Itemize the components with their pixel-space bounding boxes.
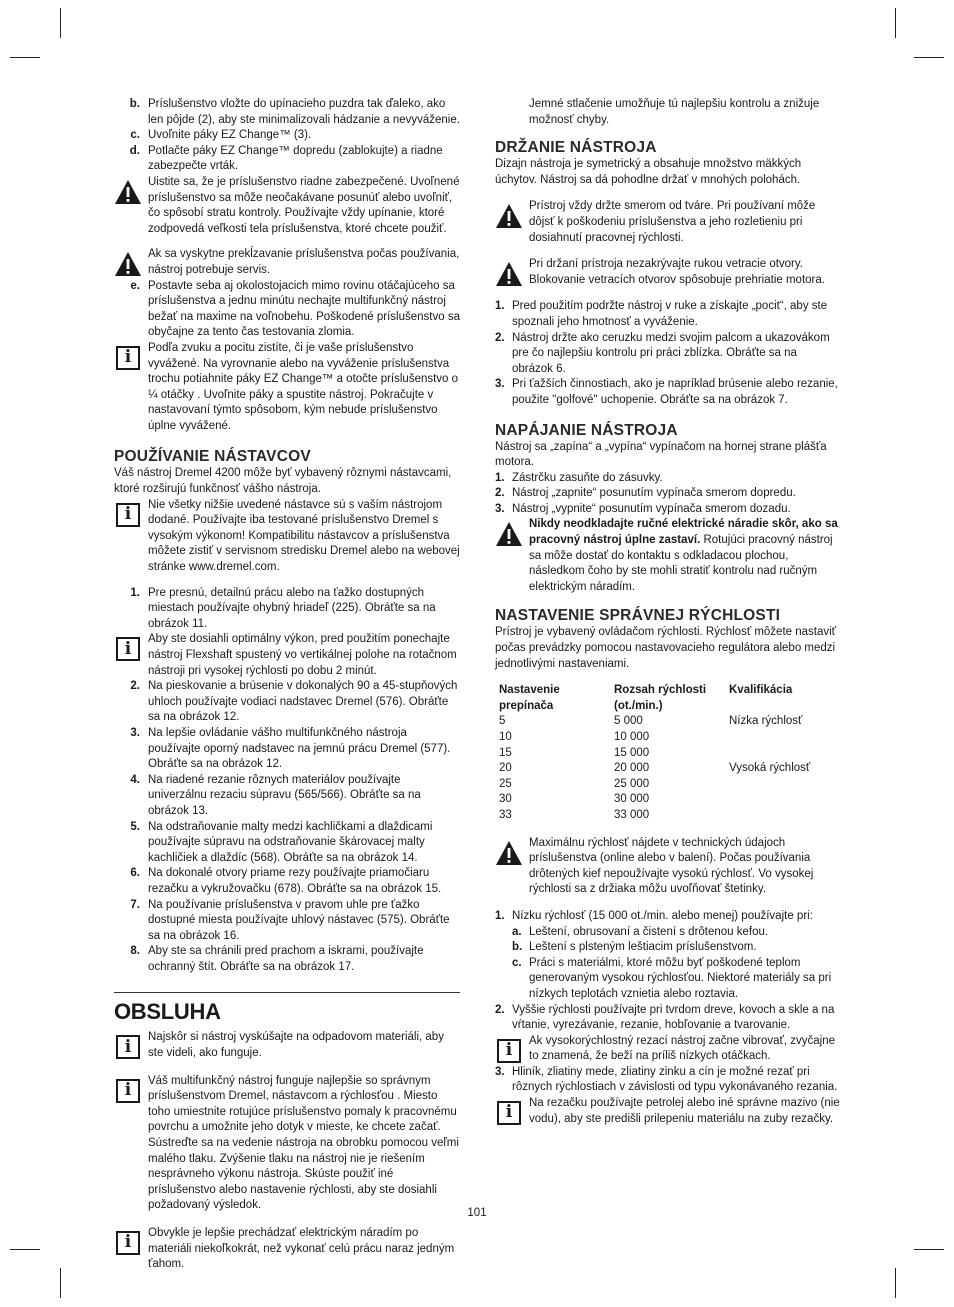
note-text: Maximálnu rýchlosť nájdete v technických údajoch príslušenstva (online alebo v balení). Počas používania drôtených kief nepoužívajte vysokú rýchlosť. Vo vysokej rýchlosti sa z držiaka môžu uvoľňovať štetinky. — [529, 836, 814, 896]
info-note — [495, 1096, 841, 1127]
list-item — [495, 940, 841, 956]
item-label: b. — [512, 941, 523, 954]
section-heading: POUŽÍVANIE NÁSTAVCOV — [114, 448, 311, 466]
item-label: c. — [512, 956, 522, 969]
item-text: Príslušenstvo vložte do upínacieho puzdra tak ďaleko, ako len pôjde (2), aby ste minimalizovali hádzanie a nevyváženie. — [148, 98, 460, 126]
table-cell: 10 — [499, 731, 512, 743]
note-text: Podľa zvuku a pocitu zistíte, či je vaše príslušenstvo vyvážené. Na vyrovnanie alebo na vyváženie príslušenstva trochu potiahnite páky EZ Change™ a otočte príslušenstvo o ¼ otáčky . Uvoľnite páky a spustite nástroj. Pokračujte v nastavovaní týmto spôsobom, kým nebude príslušenstvo úplne vyvážené. — [148, 341, 459, 432]
list-item — [114, 866, 460, 897]
note-text: Aby ste dosiahli optimálny výkon, pred použitím ponechajte nástroj Flexshaft spustený vo vertikálnej polohe na rotačnom nástroji pri vysokej rýchlosti po dobu 2 minút. — [148, 633, 457, 677]
item-text: Pred použitím podržte nástroj v ruke a získajte „pocit“, aby ste spoznali jeho hmotnosť a vyváženie. — [512, 300, 828, 328]
item-text: Aby ste sa chránili pred prachom a iskrami, používajte ochranný štít. Obráťte sa na obrázok 17. — [148, 945, 424, 973]
item-text: Nástroj držte ako ceruzku medzi svojim palcom a ukazovákom pre čo najlepšiu kontrolu pri práci zblízka. Obráťte sa na obrázok 6. — [512, 331, 830, 375]
list-item — [495, 486, 841, 502]
crop-mark — [895, 1268, 896, 1298]
info-icon: i — [114, 635, 142, 663]
item-text: Na pieskovanie a brúsenie v dokonalých 90 a 45-stupňových uhloch používajte vodiaci nadstavec Dremel (576). Obráťte sa na obrázok 12. — [148, 680, 458, 724]
warning-icon — [495, 260, 523, 288]
paragraph: Jemné stlačenie umožňuje tú najlepšiu kontrolu a znižuje možnosť chyby. — [529, 98, 820, 126]
item-label: d. — [129, 144, 140, 157]
note-text: Prístroj vždy držte smerom od tváre. Pri používaní môže dôjsť k poškodeniu príslušenstva a jeho rozletieniu pri dosiahnutí pracovnej rýchlosti. — [529, 200, 816, 244]
info-icon: i — [114, 1077, 142, 1105]
info-note — [114, 498, 460, 576]
table-cell: 5 — [499, 715, 506, 728]
item-label: 4. — [130, 773, 140, 786]
table-cell — [729, 730, 845, 746]
speed-table — [495, 683, 841, 823]
list-item — [114, 144, 460, 175]
warning-note — [114, 175, 460, 237]
paragraph: Nástroj sa „zapína“ a „vypína“ vypínačom na hornej strane plášťa motora. — [495, 440, 827, 469]
item-label: c. — [130, 129, 140, 142]
section-heading: NAPÁJANIE NÁSTROJA — [495, 421, 678, 439]
table-cell: 33 — [499, 808, 512, 821]
note-rest-text: Rotujúci pracovný nástroj sa môže dostať do kontaktu s odkladacou plochou, následkom čoho by ste mohli stratiť kontrolu nad ručným elektrickým náradím. — [529, 534, 833, 593]
list-item — [114, 679, 460, 726]
item-text: Leštení, obrusovaní a čistení s drôtenou kefou. — [529, 925, 769, 938]
table-cell — [729, 746, 845, 762]
table-cell: 15 — [499, 746, 512, 759]
warning-note — [495, 199, 841, 246]
table-cell: 5 000 — [614, 715, 643, 728]
warning-icon — [495, 839, 523, 867]
info-note — [114, 632, 460, 679]
crop-mark — [60, 1268, 61, 1298]
list-item — [495, 331, 841, 378]
item-text: Na odstraňovanie malty medzi kachličkami a dlaždicami používajte súpravu na odstraňovanie škárovacej malty kachličiek a dlaždíc (568). Obráťte sa na obrázok 14. — [148, 820, 433, 864]
list-item — [495, 909, 841, 925]
paragraph: Dizajn nástroja je symetrický a obsahuje množstvo mäkkých úchytov. Nástroj sa dá pohodlne držať v mnohých polohách. — [495, 158, 802, 186]
item-label: 1. — [130, 586, 140, 599]
item-text: Pre presnú, detailnú prácu alebo na ťažko dostupných miestach používajte ohybný hriadeľ (225). Obráťte sa na obrázok 11. — [148, 586, 436, 630]
item-label: e. — [130, 279, 140, 292]
paragraph: Prístroj je vybavený ovládačom rýchlosti. Rýchlosť môžete nastaviť počas prevádzky pomocou nastavovacieho regulátora alebo medzi jednotlivými nastaveniami. — [495, 626, 836, 670]
info-icon: i — [495, 1037, 523, 1065]
list-item — [495, 377, 841, 408]
info-icon: i — [114, 1229, 142, 1257]
table-header: Nastavenie prepínača — [499, 684, 560, 712]
table-cell: 20 000 — [614, 762, 650, 775]
list-item — [114, 586, 460, 633]
table-cell: 25 — [499, 777, 512, 790]
item-text: Na dokonalé otvory priame rezy používajte priamočiaru rezačku a vykružovačku (678). Obráťte sa na obrázok 15. — [148, 867, 442, 895]
note-text — [529, 517, 841, 595]
item-label: 8. — [130, 945, 140, 958]
table-cell: Vysoká rýchlosť — [729, 762, 811, 775]
note-text: Nie všetky nižšie uvedené nástavce sú s vaším nástrojom dodané. Používajte iba testované príslušenstvo Dremel s vysokým výkonom! Kompatibilitu nástavcov a príslušenstva môžete zistiť v servisnom stredisku Dremel alebo na webovej stránke www.dremel.com. — [148, 498, 460, 574]
info-note — [495, 1034, 841, 1065]
crop-mark — [60, 8, 61, 38]
list-item — [114, 773, 460, 820]
crop-mark — [914, 1249, 944, 1250]
left-column — [114, 97, 460, 1273]
list-item — [114, 898, 460, 945]
page-number: 101 — [467, 1207, 487, 1219]
note-text: Váš multifunkčný nástroj funguje najlepšie so správnym príslušenstvom Dremel, nástavcom a rýchlosťou . Miesto toho umiestnite rotujúce príslušenstvo pomaly k pracovnému povrchu a umožnite jeho dotyk v mieste, ke chcete začať. Sústreďte sa na vedenie nástroja na obrobku pomocou veľmi malého tlaku. Zvýšenie tlaku na nástroj nie je riešením nesprávneho výkonu nástroja. Skúste použiť iné príslušenstvo alebo nastavenie rýchlosti, aby ste dosiahli požadovaný výsledok. — [148, 1074, 459, 1212]
item-label: 3. — [130, 726, 140, 739]
table-header: Rozsah rýchlosti (ot./min.) — [614, 684, 707, 712]
crop-mark — [914, 57, 944, 58]
item-text: Potlačte páky EZ Change™ dopredu (zablokujte) a riadne zabezpečte vrták. — [148, 144, 443, 173]
list-item — [114, 97, 460, 128]
note-text: Pri držaní prístroja nezakrývajte rukou vetracie otvory. Blokovanie vetracích otvorov spôsobuje prehriatie motora. — [529, 258, 825, 286]
item-text: Na lepšie ovládanie vášho multifunkčného nástroja používajte oporný nadstavec na jemnú prácu Dremel (577). Obráťte sa na obrázok 12. — [148, 726, 451, 771]
paragraph: Váš nástroj Dremel 4200 môže byť vybavený rôznymi nástavcami, ktoré rozširujú funkčnosť vášho nástroja. — [114, 467, 452, 496]
item-label: 6. — [130, 867, 140, 880]
crop-mark — [895, 8, 896, 38]
warning-icon — [495, 202, 523, 230]
item-label: 1. — [495, 300, 505, 313]
item-label: 2. — [495, 487, 505, 500]
item-text: Uvoľnite páky EZ Change™ (3). — [148, 129, 312, 142]
table-cell: 30 000 — [614, 793, 650, 806]
info-icon: i — [495, 1099, 523, 1127]
item-label: b. — [129, 98, 140, 110]
item-text: Vyššie rýchlosti používajte pri tvrdom dreve, kovoch a skle a na vŕtanie, vyrezávanie, rezanie, hobľovanie a tvarovanie. — [512, 1003, 835, 1032]
crop-mark — [10, 57, 40, 58]
item-label: 2. — [495, 331, 505, 344]
list-item — [114, 944, 460, 975]
right-column — [495, 97, 841, 1127]
table-cell: 33 000 — [614, 808, 650, 821]
warning-icon — [114, 250, 142, 278]
table-cell: 20 — [499, 762, 512, 775]
table-cell: 25 000 — [614, 777, 650, 790]
item-label: 2. — [130, 680, 140, 693]
table-cell — [729, 777, 845, 793]
note-text: Najskôr si nástroj vyskúšajte na odpadovom materiáli, aby ste videli, ako funguje. — [148, 1031, 444, 1060]
warning-note — [495, 257, 841, 288]
item-label: 2. — [495, 1003, 505, 1016]
table-cell: Nízka rýchlosť — [729, 715, 803, 728]
item-text: Nástroj „zapnite“ posunutím vypínača smerom dopredu. — [512, 487, 796, 500]
list-item — [495, 502, 841, 518]
item-label: 3. — [495, 502, 505, 515]
table-cell: 30 — [499, 793, 512, 806]
warning-note — [495, 836, 841, 898]
warning-note — [114, 247, 460, 278]
item-text: Postavte seba aj okolostojacich mimo rovinu otáčajúceho sa príslušenstva a jednu minútu nechajte multifunkčný nástroj bežať na maxime na voľnobehu. Poškodené príslušenstvo sa obyčajne za tento čas testovania zlomia. — [148, 279, 460, 339]
item-text: Práci s materiálmi, ktoré môžu byť poškodené teplom generovaným vysokou rýchlosťou. Niektoré materiály sa pri nízkych teplotách vznietia alebo roztavia. — [529, 956, 832, 1000]
item-text: Leštení s plsteným leštiacim príslušenstvom. — [529, 941, 757, 954]
info-note — [114, 1074, 460, 1214]
list-item — [495, 956, 841, 1003]
info-icon: i — [114, 1033, 142, 1061]
info-note — [114, 1226, 460, 1273]
table-cell: 10 000 — [614, 731, 650, 743]
table-header: Kvalifikácia — [729, 684, 793, 697]
list-item — [114, 128, 460, 144]
section-heading: DRŽANIE NÁSTROJA — [495, 139, 657, 157]
note-text: Obvykle je lepšie prechádzať elektrickým náradím po materiáli niekoľkokrát, než vykonať celú prácu naraz jedným ťahom. — [148, 1227, 455, 1271]
warning-icon — [495, 520, 523, 548]
table-cell — [729, 808, 845, 824]
list-item — [495, 1065, 841, 1096]
info-note — [114, 1030, 460, 1061]
note-bold-text: Nikdy neodkladajte ručné elektrické náradie skôr, ako sa pracovný nástroj úplne zastaví. — [529, 518, 838, 547]
item-label: 1. — [495, 909, 505, 922]
info-icon: i — [114, 344, 142, 372]
info-icon: i — [114, 501, 142, 529]
item-label: 5. — [130, 820, 140, 833]
warning-note — [495, 517, 841, 595]
item-text: Zástrčku zasuňte do zásuvky. — [512, 471, 663, 484]
list-item — [114, 279, 460, 341]
item-text: Na riadené rezanie rôznych materiálov používajte univerzálnu rezaciu súpravu (565/566). Obráťte sa na obrázok 13. — [148, 773, 421, 817]
item-label: a. — [512, 925, 522, 938]
page-section-title: OBSLUHA — [114, 999, 221, 1025]
item-text: Hliník, zliatiny mede, zliatiny zinku a cín je možné rezať pri rôznych rýchlostiach v závislosti od typu vykonávaného rezania. — [512, 1065, 838, 1094]
item-label: 7. — [130, 898, 140, 911]
table-cell — [729, 792, 845, 808]
warning-icon — [114, 178, 142, 206]
list-item — [495, 1003, 841, 1034]
list-item — [495, 925, 841, 941]
info-note — [114, 341, 460, 435]
note-text: Uistite sa, že je príslušenstvo riadne zabezpečené. Uvoľnené príslušenstvo sa môže neočakávane posunúť alebo uvoľniť, čo spôsobí stratu kontroly. Používajte vždy upínanie, ktoré zodpovedá veľkosti tela príslušenstva, ktoré chcete použiť. — [148, 175, 460, 235]
table-cell: 15 000 — [614, 746, 650, 759]
item-text: Nástroj „vypnite“ posunutím vypínača smerom dozadu. — [512, 502, 791, 515]
item-label: 1. — [495, 471, 505, 484]
item-text: Pri ťažších činnostiach, ako je napríklad brúsenie alebo rezanie, použite "golfové" uchopenie. Obráťte sa na obrázok 7. — [512, 378, 838, 406]
note-text: Ak sa vyskytne prekĺzavanie príslušenstva počas používania, nástroj potrebuje servis. — [148, 248, 460, 276]
section-heading: NASTAVENIE SPRÁVNEJ RÝCHLOSTI — [495, 607, 781, 625]
list-item — [495, 299, 841, 330]
list-item — [114, 820, 460, 867]
list-item — [114, 726, 460, 773]
note-text: Na rezačku používajte petrolej alebo iné správne mazivo (nie vodu), aby ste predišli prilepeniu materiálu na zuby rezačky. — [529, 1097, 840, 1125]
item-text: Nízku rýchlosť (15 000 ot./min. alebo menej) používajte pri: — [512, 909, 813, 922]
item-text: Na používanie príslušenstva v pravom uhle pre ťažko dostupné miesta používajte uhlový nástavec (575). Obráťte sa na obrázok 16. — [148, 898, 450, 942]
list-item — [495, 471, 841, 487]
item-label: 3. — [495, 378, 505, 391]
crop-mark — [10, 1249, 40, 1250]
note-text: Ak vysokorýchlostný rezací nástroj začne vibrovať, zvyčajne to znamená, že beží na príliš nízkych otáčkach. — [529, 1034, 835, 1063]
item-label: 3. — [495, 1065, 505, 1078]
